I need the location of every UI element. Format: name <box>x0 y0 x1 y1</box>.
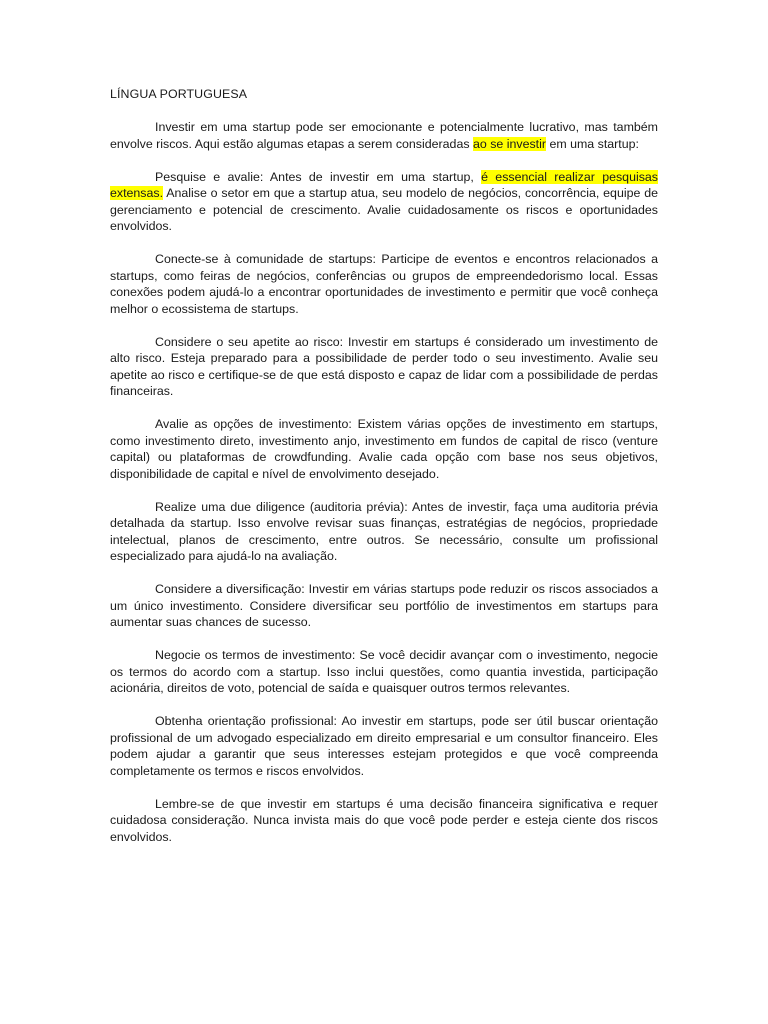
document-title: LÍNGUA PORTUGUESA <box>110 87 248 101</box>
paragraph-intro <box>110 119 658 152</box>
paragraph-diversificacao: Considere a diversificação: Investir em várias startups pode reduzir os riscos associados a um único investimento. Considere diversificar seu portfólio de investimentos em startups para aumentar suas chances de sucesso. <box>110 582 658 629</box>
paragraph-text: Analise o setor em que a startup atua, seu modelo de negócios, concorrência, equipe de gerenciamento e potencial de crescimento. Avalie cuidadosamente os riscos e oportunidades envolvidos. <box>110 186 658 233</box>
paragraph-pesquise <box>110 169 658 235</box>
highlighted-text: ao se investir <box>472 136 546 151</box>
paragraph-orientacao: Obtenha orientação profissional: Ao investir em startups, pode ser útil buscar orientação profissional de um advogado especializado em direito empresarial e um consultor financeiro. Eles podem ajudar a garantir que seus interesses estejam protegidos e que você compreenda completamente os termos e riscos envolvidos. <box>110 714 658 778</box>
paragraph-text: Pesquise e avalie: Antes de investir em uma startup, <box>155 169 482 184</box>
paragraph-conclusao: Lembre-se de que investir em startups é uma decisão financeira significativa e requer cuidadosa consideração. Nunca invista mais do que você pode perder e esteja ciente dos riscos envolvidos. <box>110 796 658 844</box>
paragraph-conecte: Conecte-se à comunidade de startups: Participe de eventos e encontros relacionados a startups, como feiras de negócios, conferências ou grupos de empreendedorismo local. Essas conexões podem ajudá-lo a encontrar oportunidades de investimento e permitir que você conheça melhor o ecossistema de startups. <box>110 252 658 316</box>
paragraph-text: em uma startup: <box>546 136 639 151</box>
paragraph-negocie: Negocie os termos de investimento: Se você decidir avançar com o investimento, negocie os termos do acordo com a startup. Isso inclui questões, como quantia investida, participação acionária, direitos de voto, potencial de saída e quaisquer outros termos relevantes. <box>110 648 658 695</box>
paragraph-apetite: Considere o seu apetite ao risco: Investir em startups é considerado um investimento de alto risco. Esteja preparado para a possibilidade de perder todo o seu investimento. Avalie seu apetite ao risco e certifique-se de que está disposto e capaz de lidar com a possibilidade de perdas financeiras. <box>110 334 658 398</box>
paragraph-due-diligence: Realize uma due diligence (auditoria prévia): Antes de investir, faça uma auditoria prévia detalhada da startup. Isso envolve revisar suas finanças, estratégias de negócios, propriedade intelectual, planos de crescimento, entre outros. Se necessário, consulte um profissional especializado para ajudá-lo na avaliação. <box>110 499 658 563</box>
paragraph-text: Investir em uma startup pode ser emocionante e potencialmente lucrativo, mas também envolve riscos. Aqui estão algumas etapas a serem consideradas <box>110 120 658 151</box>
highlighted-text: é essencial realizar pesquisas extensas. <box>110 169 658 200</box>
paragraph-opcoes: Avalie as opções de investimento: Existem várias opções de investimento em startups, como investimento direto, investimento anjo, investimento em fundos de capital de risco (venture capital) ou plataformas de crowdfunding. Avalie cada opção com base nos seus objetivos, disponibilidade de capital e nível de envolvimento desejado. <box>110 417 658 481</box>
document-page <box>110 86 658 862</box>
